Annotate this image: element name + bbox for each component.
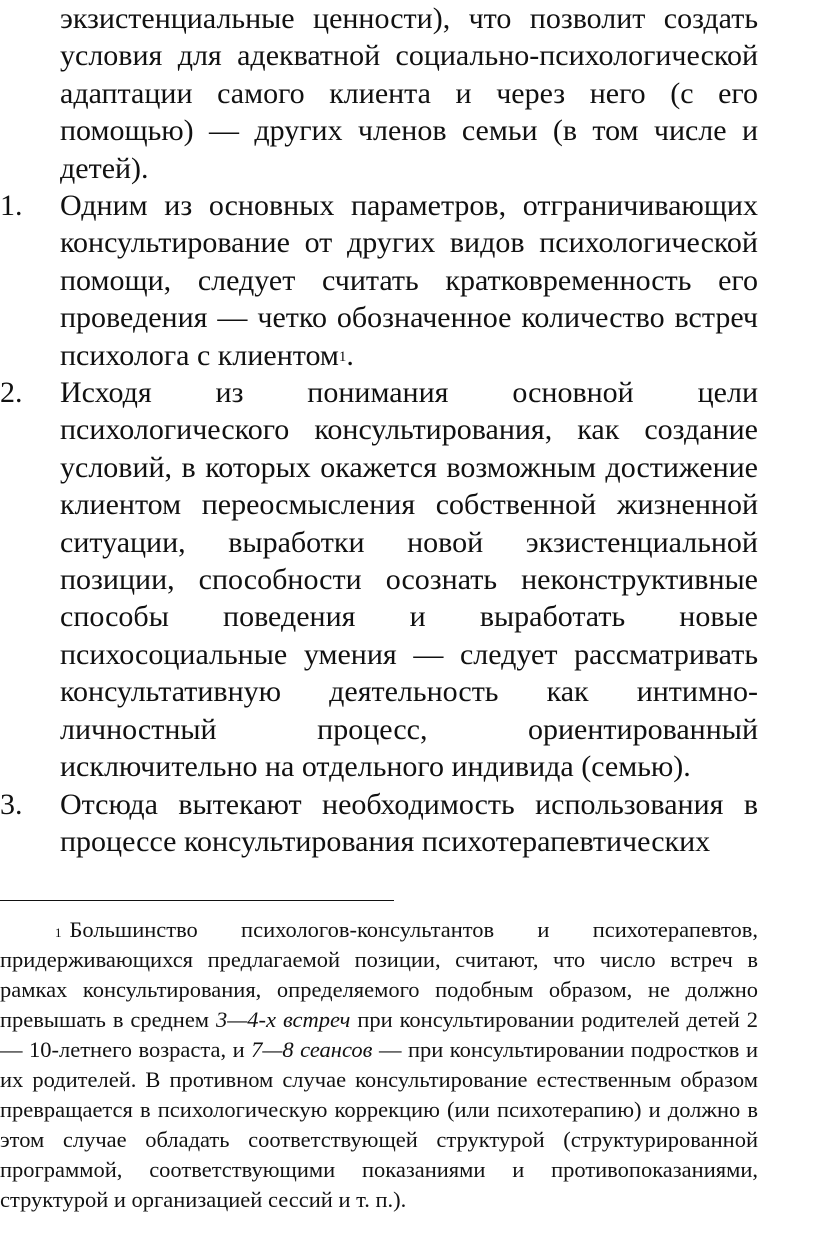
list-number: 2. — [0, 376, 23, 410]
list-item-1 — [0, 187, 758, 374]
list-item-3 — [0, 786, 758, 861]
footnote — [0, 915, 758, 1215]
list-item-body: Одним из основных параметров, отграничивающих консультирование от других видов психологической помощи, следует считать кратковременность его проведения — четко обозначенное количество встреч психолога с клиентом — [60, 189, 758, 372]
footnote-text-part3: — при консультировании подростков и их родителей. В противном случае консультирование естественным образом превращается в психологическую коррекцию (или психотерапию) и должно в этом случае обладать соответствующей структурой (структурированной программой, соответствующими показаниями и противопоказаниями, структурой и организацией сессий и т. п.). — [0, 1037, 758, 1212]
list-item-text — [60, 189, 758, 372]
footnote-text-part2: при консультировании родителей детей 2— 10-летнего возраста, и — [0, 1007, 758, 1062]
footnote-text-part1: Большинство психологов-консультантов и психотерапевтов, придерживающихся предлагаемой позиции, считают, что число встреч в рамках консультирования, определяемого подобным образом, не должно превышать в среднем — [0, 917, 758, 1032]
footnote-mark: 1 — [55, 925, 62, 940]
footnote-italic-sessions: 7—8 сеансов — [251, 1037, 373, 1062]
footnote-italic-meetings: 3—4-х встреч — [216, 1007, 351, 1032]
list-item-end: . — [346, 338, 354, 372]
intro-paragraph — [60, 0, 758, 187]
footnote-separator — [0, 900, 394, 901]
numbered-list — [0, 187, 758, 860]
list-item-body: Исходя из понимания основной цели психологического консультирования, как создание условий, в которых окажется возможным достижение клиентом переосмысления собственной жизненной ситуации, выработки новой экзистенциальной позиции, способности осознать неконструктивные способы поведения и выработать новые психосоциальные умения — следует рассматривать консультативную деятельность как интимно-личностный процесс, ориентированный исключительно на отдельного индивида (семью). — [60, 376, 758, 784]
list-number: 1. — [0, 189, 23, 222]
list-item-body: Отсюда вытекают необходимость использования в процессе консультирования психотерапевтических — [60, 787, 758, 858]
list-item-2 — [0, 374, 758, 785]
list-number: 3. — [0, 787, 23, 821]
intro-text: экзистенциальные ценности), что позволит создать условия для адекватной социально-психологической адаптации самого клиента и через него (с его помощью) — других членов семьи (в том числе и детей). — [60, 2, 758, 185]
footnote-reference[interactable]: 1 — [338, 348, 347, 365]
